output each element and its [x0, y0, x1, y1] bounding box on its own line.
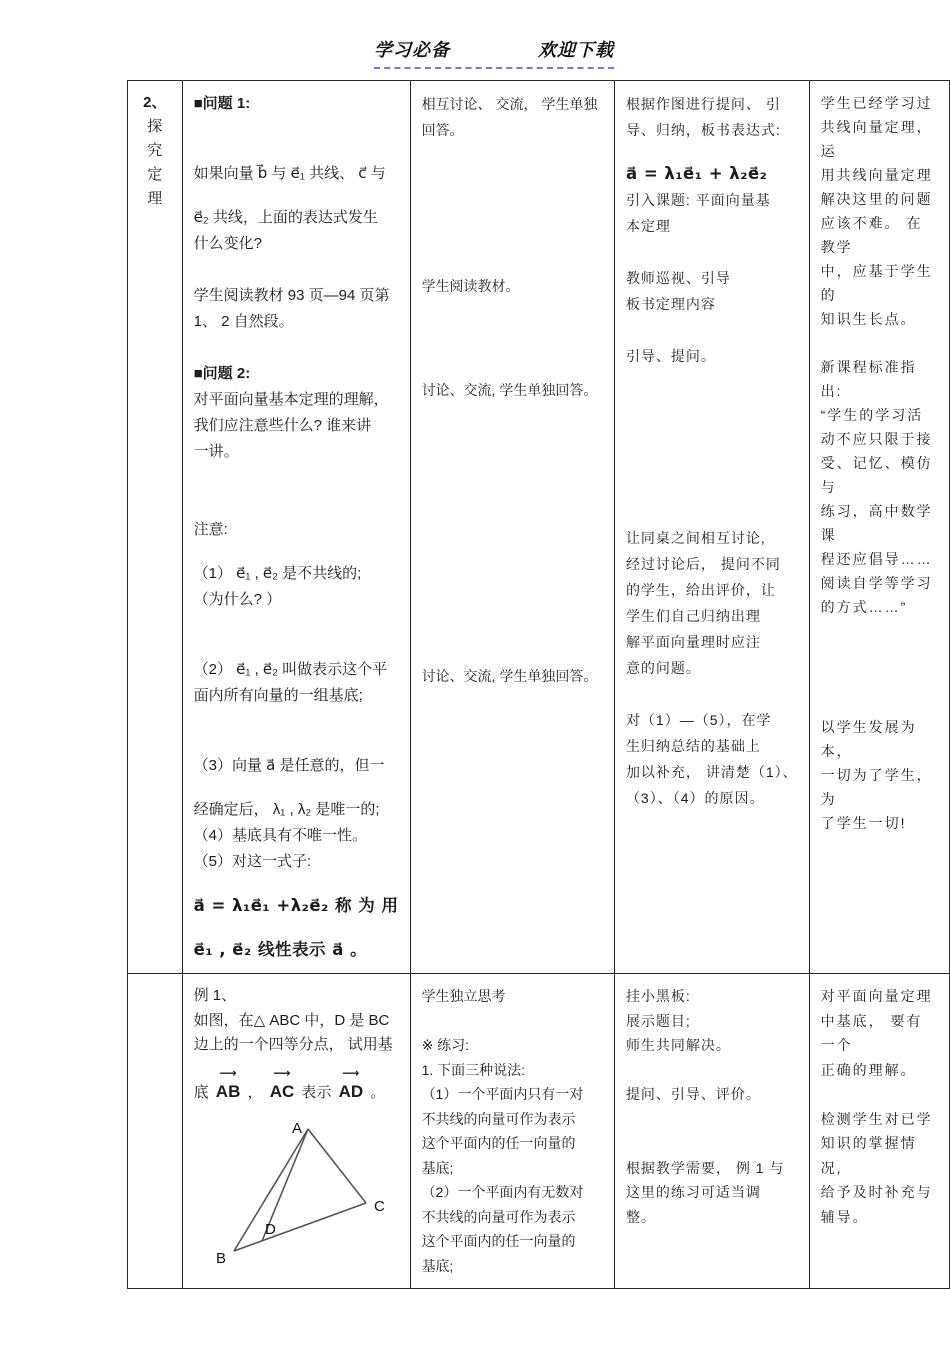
- spacer-line: [422, 403, 603, 429]
- spacer-line: [626, 447, 798, 473]
- text-line: 这个平面内的任一向量的: [421, 1135, 576, 1151]
- text-line: 2、: [143, 94, 167, 111]
- spacer-line: [422, 325, 603, 351]
- vector-AD: ⟶ AD: [339, 1080, 364, 1105]
- spacer-line: [626, 239, 798, 265]
- cell-teacher-activity-1: [614, 81, 809, 974]
- spacer-line: [626, 1107, 798, 1132]
- spacer-line: [821, 643, 938, 667]
- spacer-line: [422, 585, 603, 611]
- text-line: 学生们自己归纳出理: [625, 608, 761, 624]
- spacer-line: [194, 117, 399, 143]
- text-line: e⃗₂ 共线，上面的表达式发生: [193, 209, 378, 226]
- vector-expression-line: 底 ⟶ AB ， ⟶ AC 表示 ⟶ AD 。: [194, 1080, 399, 1106]
- spacer-line: [422, 637, 603, 663]
- spacer-line: [422, 429, 603, 455]
- text-line: 本定理: [625, 218, 671, 234]
- table-row-explore-theorem: [128, 81, 950, 974]
- spacer-line: [821, 667, 938, 691]
- triangle-edge-AC: [308, 1129, 366, 1203]
- text-line: （4）基底具有不唯一性。: [193, 827, 367, 844]
- text-line: （3）向量 a⃗ 是任意的，但一: [193, 757, 385, 774]
- text-line: 程还应倡导……: [820, 551, 933, 567]
- spacer-line: [422, 143, 603, 169]
- text-line: 面内所有向量的一组基底;: [193, 687, 363, 704]
- page-header: [374, 36, 614, 69]
- text-line: 动不应只限于接: [820, 431, 933, 447]
- spacer-line: [422, 611, 603, 637]
- spacer-line: [821, 331, 938, 355]
- formula-line: a⃗ = λ₁e⃗₁ + λ₂e⃗₂: [625, 164, 768, 183]
- text-line: （5）对这一式子:: [193, 853, 312, 870]
- text-line: 讨论、交流, 学生单独回答。: [421, 382, 598, 398]
- spacer-line: [422, 351, 603, 377]
- lesson-plan-table: [127, 80, 950, 1289]
- text-line: 新课程标准指出:: [820, 359, 917, 399]
- cell-stage-label: [128, 81, 183, 974]
- cell-student-activity-2: [410, 974, 614, 1289]
- text-line: 不共线的向量可作为表示: [421, 1208, 576, 1225]
- text-line: 应该不难。 在教学: [820, 215, 923, 255]
- text-line: 挂小黑板:: [625, 988, 691, 1004]
- text-line: （1） e⃗₁ , e⃗₂ 是不共线的;: [193, 565, 362, 582]
- cell-problems-content: [182, 81, 410, 974]
- text-line: （2）一个平面内有无数对: [421, 1184, 584, 1200]
- text-line: 解决这里的问题: [820, 191, 933, 207]
- formula-line: a⃗ = λ₁e⃗₁ +λ₂e⃗₂ 称 为 用: [193, 896, 399, 915]
- text-line: 知识的掌握情况,: [820, 1135, 917, 1176]
- text-line: 我们应注意些什么? 谁来讲: [193, 417, 372, 434]
- text-line: 注意:: [193, 521, 228, 538]
- text-line: 如图，在△ ABC 中，D 是 BC: [193, 1011, 390, 1029]
- cell-student-activity-1: [410, 81, 614, 974]
- vertex-label-A: A: [291, 1120, 302, 1137]
- spacer-line: [194, 709, 399, 735]
- text-line: 学生已经学习过: [820, 95, 933, 111]
- table-row-example-1: [128, 974, 950, 1289]
- text-line: 经过讨论后， 提问不同: [625, 556, 781, 572]
- spacer-line: [821, 619, 938, 643]
- text-line: 辅导。: [820, 1208, 869, 1225]
- vector-AB: ⟶ AB: [216, 1080, 241, 1105]
- text-line: （3）、（4）的原因。: [625, 790, 765, 806]
- text-line: 用共线向量定理: [820, 167, 933, 183]
- text-line: 师生共同解决。: [625, 1037, 731, 1053]
- text-line: 整。: [625, 1208, 656, 1225]
- text-line: 这个平面内的任一向量的: [421, 1233, 576, 1249]
- text-line: 定: [147, 166, 163, 183]
- spacer-line: [422, 1009, 603, 1034]
- text-line: 意的问题。: [625, 660, 701, 676]
- text-line: 中基底， 要有一个: [820, 1012, 923, 1053]
- text-line: 学生阅读教材 93 页—94 页第: [193, 287, 390, 304]
- text-line: 板书定理内容: [625, 296, 716, 312]
- spacer-line: [626, 421, 798, 447]
- spacer-line: [194, 613, 399, 639]
- text-line: 理: [147, 190, 163, 207]
- text-line: ※ 练习:: [421, 1037, 470, 1053]
- spacer-line: [422, 195, 603, 221]
- spacer-line: [626, 369, 798, 395]
- text-line: 引入课题: 平面向量基: [625, 192, 771, 208]
- text-line: 共线向量定理， 运: [820, 119, 933, 159]
- text-line: 的方式……”: [820, 599, 908, 615]
- spacer-line: [626, 1131, 798, 1156]
- text-line: 加以补充， 讲清楚（1）、: [625, 764, 798, 780]
- spacer-line: [422, 507, 603, 533]
- spacer-line: [422, 169, 603, 195]
- text-line: 展示题目;: [625, 1012, 691, 1029]
- spacer-line: [194, 335, 399, 361]
- cell-design-notes-1: [809, 81, 949, 974]
- text-line: 经确定后， λ₁ , λ₂ 是唯一的;: [193, 801, 380, 818]
- text-line: 例 1、: [193, 987, 237, 1004]
- spacer-line: [422, 455, 603, 481]
- text-line: 学生阅读教材。: [421, 278, 520, 294]
- text-line: 基底;: [421, 1159, 454, 1176]
- text-line: 相互讨论、 交流， 学生单独: [421, 96, 598, 112]
- spacer-line: [422, 481, 603, 507]
- text-line: 受、记忆、模仿与: [820, 455, 933, 495]
- text-line: 一切为了学生， 为: [820, 767, 933, 807]
- formula-line: e⃗₁ , e⃗₂ 线性表示 a⃗ 。: [193, 940, 368, 959]
- cell-teacher-activity-2: [614, 974, 809, 1289]
- cell-design-notes-2: [809, 974, 949, 1289]
- text-line: 不共线的向量可作为表示: [421, 1110, 576, 1127]
- spacer-line: [422, 299, 603, 325]
- text-line: ■问题 1:: [193, 95, 251, 112]
- text-line: 根据教学需要， 例 1 与: [625, 1159, 785, 1176]
- text-line: 的学生，给出评价，让: [625, 582, 776, 598]
- spacer-line: [422, 221, 603, 247]
- cell-stage-label-empty: [128, 974, 183, 1289]
- text-line: 了学生一切!: [820, 815, 907, 831]
- text-line: （1）一个平面内只有一对: [421, 1086, 584, 1102]
- spacer-line: [626, 317, 798, 343]
- text-line: 阅读自学等学习: [820, 575, 933, 591]
- triangle-edge-BC: [234, 1203, 366, 1251]
- text-line: 1. 下面三种说法:: [421, 1061, 526, 1078]
- spacer-line: [626, 499, 798, 525]
- header-right-label: 欢迎下载: [538, 40, 614, 60]
- text-line: 对平面向量基本定理的理解，: [193, 391, 389, 408]
- text-line: 探: [147, 118, 163, 135]
- spacer-line: [626, 395, 798, 421]
- text-line: 知识生长点。: [820, 311, 917, 327]
- spacer-line: [626, 681, 798, 707]
- triangle-abc-diagram: [196, 1117, 391, 1272]
- text-line: 引导、提问。: [625, 348, 716, 364]
- text-line: 检测学生对已学: [820, 1110, 933, 1127]
- text-line: 以学生发展为本，: [820, 719, 917, 759]
- vector-AC: ⟶ AC: [270, 1080, 295, 1105]
- text-line: （2） e⃗₁ , e⃗₂ 叫做表示这个平: [193, 661, 388, 678]
- text-line: 对平面向量定理: [820, 988, 933, 1004]
- spacer-line: [422, 533, 603, 559]
- spacer-line: [422, 247, 603, 273]
- spacer-line: [422, 559, 603, 585]
- text-line: 边上的一个四等分点， 试用基: [193, 1036, 393, 1053]
- spacer-line: [821, 691, 938, 715]
- spacer-line: [626, 1058, 798, 1083]
- text-line: 学生独立思考: [421, 988, 506, 1004]
- spacer-line: [194, 465, 399, 491]
- vertex-label-B: B: [215, 1250, 226, 1267]
- text-line: 回答。: [421, 122, 464, 138]
- text-line: 如果向量 b⃗ 与 e⃗₁ 共线、 c⃗ 与: [193, 165, 386, 182]
- text-line: 讨论、交流, 学生单独回答。: [421, 668, 598, 684]
- text-line: 练习，高中数学课: [820, 503, 933, 543]
- text-line: ■问题 2:: [193, 365, 251, 382]
- text-line: 根据作图进行提问、 引: [625, 96, 781, 112]
- text-line: 给予及时补充与: [820, 1184, 933, 1200]
- text-line: 什么变化?: [193, 235, 262, 252]
- text-line: 正确的理解。: [820, 1061, 917, 1078]
- spacer-line: [626, 473, 798, 499]
- text-line: 教师巡视、引导: [625, 270, 731, 286]
- vertex-label-D: D: [264, 1221, 276, 1238]
- spacer-line: [194, 257, 399, 283]
- text-line: 导、归纳，板书表达式:: [625, 122, 781, 138]
- vertex-label-C: C: [373, 1198, 385, 1215]
- text-line: （为什么? ）: [193, 591, 282, 608]
- spacer-line: [194, 491, 399, 517]
- text-line: 一讲。: [193, 443, 239, 460]
- text-line: 中，应基于学生的: [820, 263, 933, 303]
- text-line: 生归纳总结的基础上: [625, 738, 761, 754]
- text-line: 让同桌之间相互讨论,: [625, 530, 766, 546]
- text-line: 提问、引导、评价。: [625, 1086, 761, 1102]
- text-line: 基底;: [421, 1257, 454, 1274]
- text-line: 对（1）—（5），在学: [625, 712, 772, 728]
- spacer-line: [821, 1082, 938, 1107]
- cell-example-content: [182, 974, 410, 1289]
- text-line: 1、 2 自然段。: [193, 313, 294, 330]
- text-line: 这里的练习可适当调: [625, 1184, 761, 1200]
- header-left-label: 学习必备: [374, 40, 450, 60]
- text-line: 究: [147, 142, 163, 159]
- text-line: “学生的学习活: [820, 407, 924, 423]
- text-line: 解平面向量理时应注: [625, 634, 761, 650]
